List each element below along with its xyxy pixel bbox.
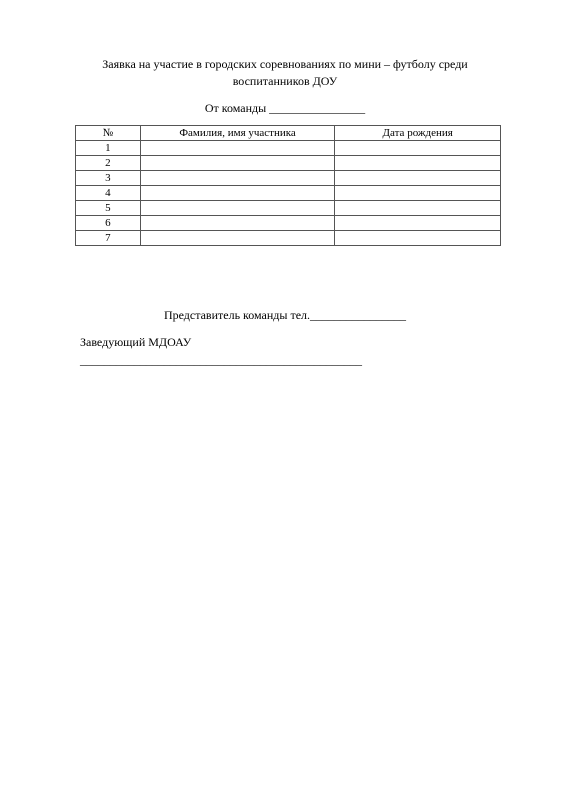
table-row <box>76 141 501 156</box>
table-row <box>76 171 501 186</box>
table-row <box>76 216 501 231</box>
title-line-2: воспитанников ДОУ <box>232 74 338 88</box>
row-number: 4 <box>76 186 141 201</box>
table-row <box>76 156 501 171</box>
head-signature-line: _______________________________________________ <box>80 353 362 367</box>
row-number: 6 <box>76 216 141 231</box>
row-number: 7 <box>76 231 141 246</box>
row-number: 3 <box>76 171 141 186</box>
row-number: 1 <box>76 141 141 156</box>
row-date-cell <box>335 186 501 201</box>
row-name-cell <box>140 156 335 171</box>
row-number: 5 <box>76 201 141 216</box>
table-row <box>76 201 501 216</box>
table-row <box>76 186 501 201</box>
header-birth-date: Дата рождения <box>335 126 501 141</box>
team-representative-phone-line: Представитель команды тел.________________ <box>163 308 407 322</box>
header-number: № <box>76 126 141 141</box>
header-participant-name: Фамилия, имя участника <box>140 126 335 141</box>
row-date-cell <box>335 216 501 231</box>
row-date-cell <box>335 201 501 216</box>
row-name-cell <box>140 141 335 156</box>
row-date-cell <box>335 231 501 246</box>
participants-table <box>75 125 501 246</box>
row-name-cell <box>140 171 335 186</box>
team-name-line: От команды ________________ <box>204 101 366 115</box>
row-date-cell <box>335 141 501 156</box>
row-name-cell <box>140 186 335 201</box>
row-name-cell <box>140 216 335 231</box>
row-name-cell <box>140 201 335 216</box>
row-name-cell <box>140 231 335 246</box>
title-line-1: Заявка на участие в городских соревнованиях по мини – футболу среди <box>102 57 468 71</box>
document-title <box>70 56 500 90</box>
row-number: 2 <box>76 156 141 171</box>
table-row <box>76 231 501 246</box>
head-of-institution-label: Заведующий МДОАУ <box>80 335 192 349</box>
table-header-row <box>76 126 501 141</box>
row-date-cell <box>335 156 501 171</box>
row-date-cell <box>335 171 501 186</box>
